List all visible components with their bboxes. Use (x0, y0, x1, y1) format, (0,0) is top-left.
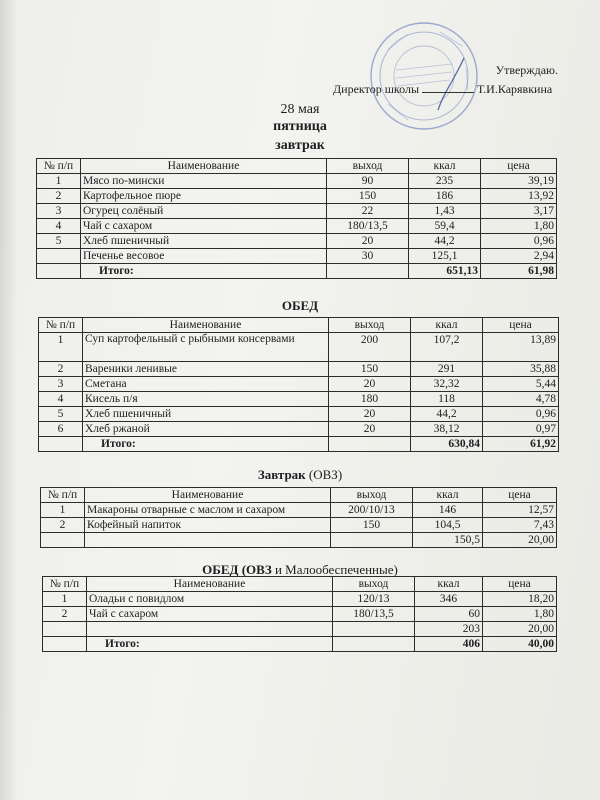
director-label: Директор школы (333, 82, 420, 96)
table-row: 5 Хлеб пшеничный 20 44,2 0,96 (37, 234, 557, 249)
breakfast-ovz-table (40, 487, 557, 548)
col-number: № п/п (37, 159, 81, 174)
lunch-ovz-title: ОБЕД (ОВЗ и Малообеспеченные) (202, 562, 398, 577)
table-row: 5 Хлеб пшеничный 20 44,2 0,96 (39, 407, 559, 422)
table-header-row: № п/п Наименование выход ккал цена (43, 577, 557, 592)
col-output: выход (327, 159, 409, 174)
table-row: 4 Кисель п/я 180 118 4,78 (39, 392, 559, 407)
menu-date: 28 мая (280, 102, 320, 117)
table-row: 3 Сметана 20 32,32 5,44 (39, 377, 559, 392)
total-row: Итого: 406 40,00 (43, 637, 557, 652)
total-row: Итого: 651,13 61,98 (37, 264, 557, 279)
table-header-row (37, 159, 557, 174)
lunch-ovz-table (42, 576, 557, 652)
breakfast-table (36, 158, 557, 279)
menu-weekday: пятница (273, 119, 327, 134)
breakfast-ovz-title: Завтрак (ОВЗ) (257, 467, 343, 482)
breakfast-title: завтрак (275, 138, 325, 153)
signature-blank (422, 92, 474, 93)
table-row: 1 Мясо по-мински 90 235 39,19 (37, 174, 557, 189)
table-row: 2 Чай с сахаром 180/13,5 60 1,80 (43, 607, 557, 622)
table-row: 6 Хлеб ржаной 20 38,12 0,97 (39, 422, 559, 437)
director-name: Т.И.Карявкина (477, 82, 553, 96)
table-row: 1 Макароны отварные с маслом и сахаром 200/10/13 146 12,57 (41, 503, 557, 518)
total-row: Итого: 630,84 61,92 (39, 437, 559, 452)
table-row: Печенье весовое 30 125,1 2,94 (37, 249, 557, 264)
col-name: Наименование (81, 159, 327, 174)
table-header-row: № п/п Наименование выход ккал цена (41, 488, 557, 503)
col-kcal: ккал (409, 159, 481, 174)
table-header-row: № п/п Наименование выход ккал цена (39, 318, 559, 333)
approval-note: Утверждаю. (495, 63, 558, 77)
table-row: 2 Картофельное пюре 150 186 13,92 (37, 189, 557, 204)
total-row: 150,5 20,00 (41, 533, 557, 548)
subtotal-row: 203 20,00 (43, 622, 557, 637)
table-row: 1 Суп картофельный с рыбными консервами 200 107,2 13,89 (39, 333, 559, 362)
table-row: 2 Вареники ленивые 150 291 35,88 (39, 362, 559, 377)
lunch-title: ОБЕД (281, 298, 319, 313)
lunch-table (38, 317, 559, 452)
table-row: 2 Кофейный напиток 150 104,5 7,43 (41, 518, 557, 533)
table-row: 4 Чай с сахаром 180/13,5 59,4 1,80 (37, 219, 557, 234)
col-price: цена (481, 159, 557, 174)
director-signature-line (333, 82, 552, 97)
table-row: 3 Огурец солёный 22 1,43 3,17 (37, 204, 557, 219)
table-row: 1 Оладьи с повидлом 120/13 346 18,20 (43, 592, 557, 607)
